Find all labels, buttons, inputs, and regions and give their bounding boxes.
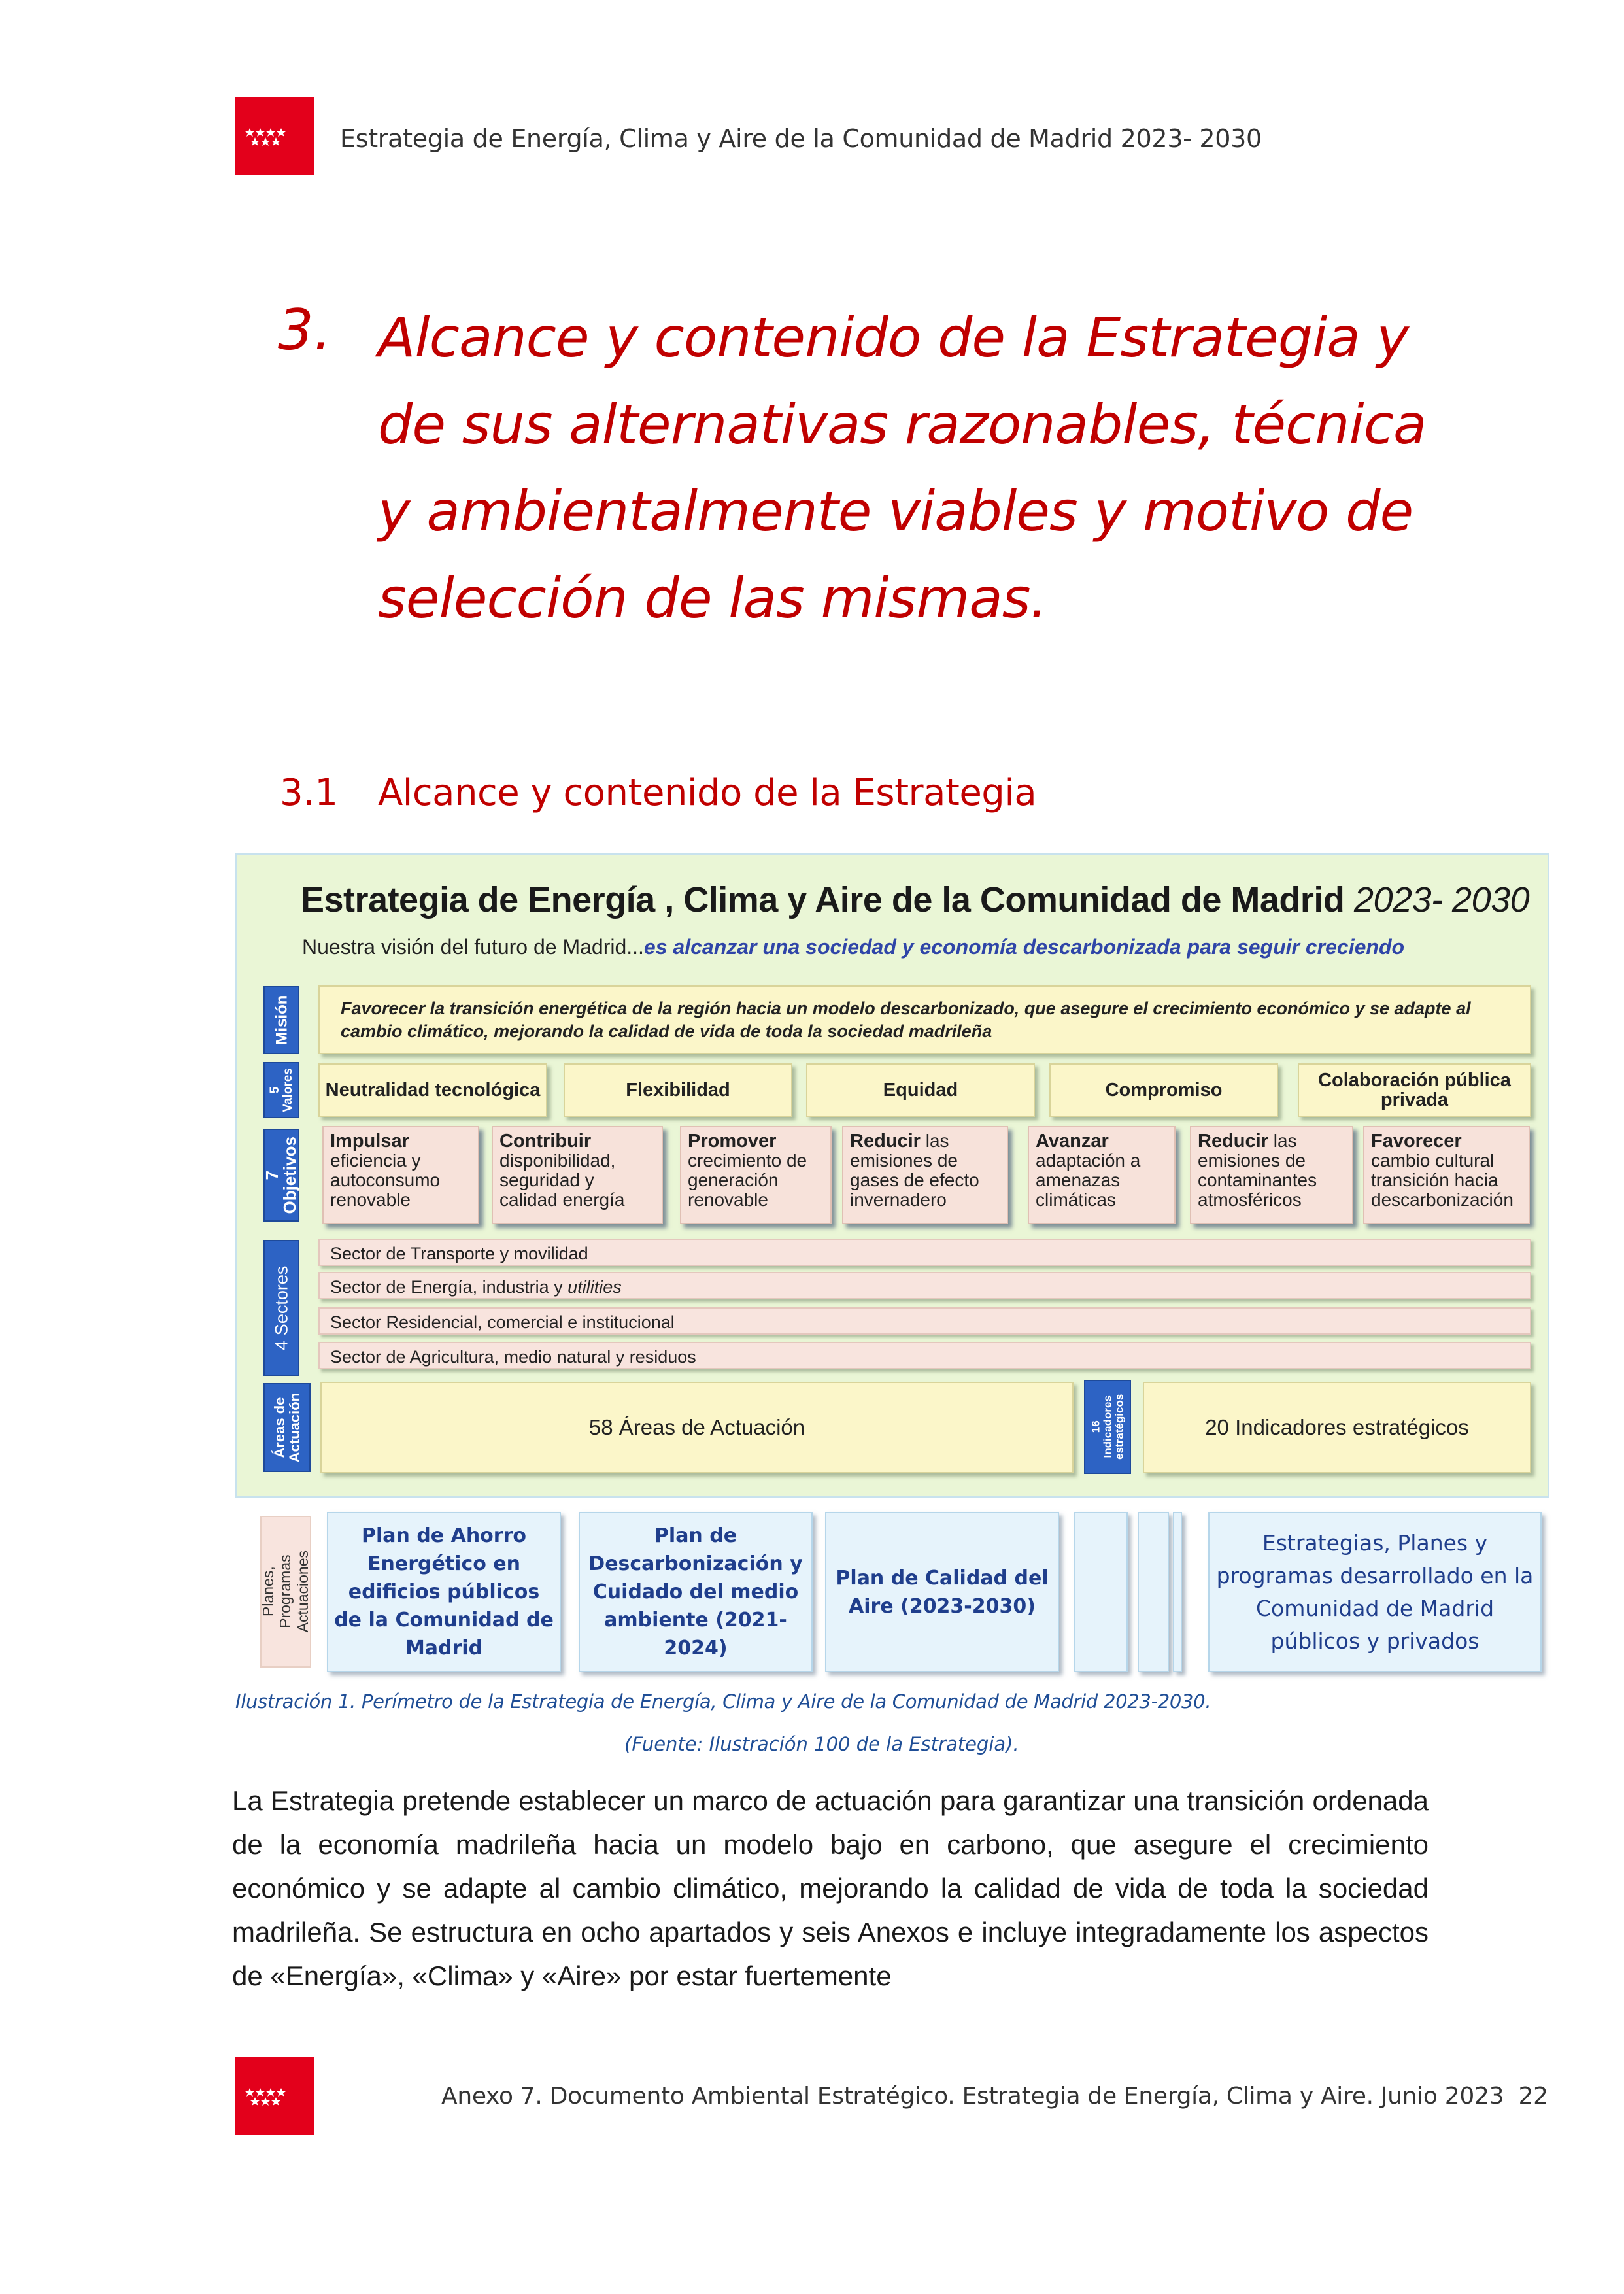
indicadores-label: 16 Indicadores estratégicos <box>1084 1380 1131 1474</box>
diagram-title: Estrategia de Energía , Clima y Aire de la Comunidad de Madrid 2023- 2030 <box>301 880 1530 919</box>
objective-box: Favorecer cambio cultural transición hacia descarbonización <box>1363 1126 1530 1224</box>
objective-box: Impulsar eficiencia y autoconsumo renovable <box>322 1126 479 1224</box>
sector-utilities: utilities <box>567 1277 622 1297</box>
subsection-number: 3.1 <box>280 772 339 814</box>
footer-text: Anexo 7. Documento Ambiental Estratégico. Estrategia de Energía, Clima y Aire. Junio 2023 22 <box>441 2083 1548 2110</box>
sector-bar: Sector de Transporte y movilidad <box>318 1239 1531 1266</box>
body-paragraph: La Estrategia pretende establecer un marco de actuación para garantizar una transición ordenada de la economía madrileña hacia un modelo bajo en carbono, que asegure el crecimiento económico y se adapte al cambio climático, mejorando la calidad de vida de toda la sociedad madrileña. Se estructura en ocho apartados y seis Anexos e incluye integradamente los aspectos de «Energía», «Clima» y «Aire» por estar fuertemente <box>232 1785 1429 1991</box>
stars-icon <box>235 2057 314 2135</box>
value-box: Colaboración pública privada <box>1298 1063 1531 1117</box>
sector-bar: Sector Residencial, comercial e institucional <box>318 1307 1531 1335</box>
objective-box: Avanzar adaptación a amenazas climáticas <box>1028 1126 1176 1224</box>
madrid-logo-footer <box>235 2057 314 2135</box>
value-box: Flexibilidad <box>564 1063 792 1117</box>
sectores-label: 4 Sectores <box>263 1240 299 1376</box>
figure-source: (Fuente: Ilustración 100 de la Estrategia). <box>624 1733 1019 1755</box>
section-title-line: de sus alternativas razonables, técnica <box>378 392 1427 456</box>
plan-box: Estrategias, Planes y programas desarrollado en la Comunidad de Madrid públicos y privados <box>1208 1512 1542 1672</box>
section-title-line: selección de las mismas. <box>378 566 1047 630</box>
objective-box: Reducir las emisiones de contaminantes atmosféricos <box>1190 1126 1353 1224</box>
plan-box-blank <box>1074 1512 1128 1672</box>
areas-box: 58 Áreas de Actuación <box>320 1382 1074 1473</box>
plan-box-blank <box>1138 1512 1169 1672</box>
valores-label: 5 Valores <box>263 1062 299 1118</box>
section-title <box>378 294 1489 642</box>
mision-label: Misión <box>263 986 299 1054</box>
madrid-logo <box>235 97 314 175</box>
vision-highlight: es alcanzar una sociedad y economía descarbonizada para seguir creciendo <box>643 935 1405 959</box>
planes-label: Planes, Programas Actuaciones <box>260 1516 311 1668</box>
stars-icon <box>235 97 314 175</box>
objetivos-label: 7 Objetivos <box>263 1129 299 1222</box>
objective-box: Promover crecimiento de generación renovable <box>680 1126 832 1224</box>
sector-bar: Sector de Energía, industria y utilities <box>318 1272 1531 1299</box>
section-title-line: Alcance y contenido de la Estrategia y <box>378 305 1409 369</box>
section-title-line: y ambientalmente viables y motivo de <box>378 479 1413 543</box>
diagram-vision: Nuestra visión del futuro de Madrid...es alcanzar una sociedad y economía descarbonizada para seguir creciendo <box>302 935 1405 959</box>
section-number: 3. <box>278 298 332 363</box>
areas-label: Áreas de Actuación <box>263 1383 311 1472</box>
figure-caption: Ilustración 1. Perímetro de la Estrategia de Energía, Clima y Aire de la Comunidad de Madrid 2023-2030. <box>235 1690 1211 1713</box>
plan-box: Plan de Ahorro Energético en edificios públicos de la Comunidad de Madrid <box>327 1512 561 1672</box>
page-number: 22 <box>1518 2083 1548 2110</box>
sector-bar: Sector de Agricultura, medio natural y residuos <box>318 1342 1531 1369</box>
mission-box: Favorecer la transición energética de la región hacia un modelo descarbonizado, que asegure el crecimiento económico y se adapte al cambio climático, mejorando la calidad de vida de toda la sociedad madrileña <box>318 985 1531 1054</box>
diagram-title-years: 2023- 2030 <box>1353 880 1530 919</box>
value-box: Compromiso <box>1049 1063 1278 1117</box>
subsection-title: Alcance y contenido de la Estrategia <box>378 772 1037 814</box>
indicators-box: 20 Indicadores estratégicos <box>1143 1382 1531 1473</box>
value-box: Neutralidad tecnológica <box>318 1063 547 1117</box>
objective-box: Contribuir disponibilidad, seguridad y calidad energía <box>492 1126 663 1224</box>
header-title: Estrategia de Energía, Clima y Aire de la Comunidad de Madrid 2023- 2030 <box>340 124 1262 153</box>
plan-box: Plan de Descarbonización y Cuidado del medio ambiente (2021-2024) <box>579 1512 813 1672</box>
plan-box-blank <box>1173 1512 1182 1672</box>
plan-box: Plan de Calidad del Aire (2023-2030) <box>825 1512 1059 1672</box>
objective-box: Reducir las emisiones de gases de efecto invernadero <box>842 1126 1008 1224</box>
value-box: Equidad <box>806 1063 1035 1117</box>
